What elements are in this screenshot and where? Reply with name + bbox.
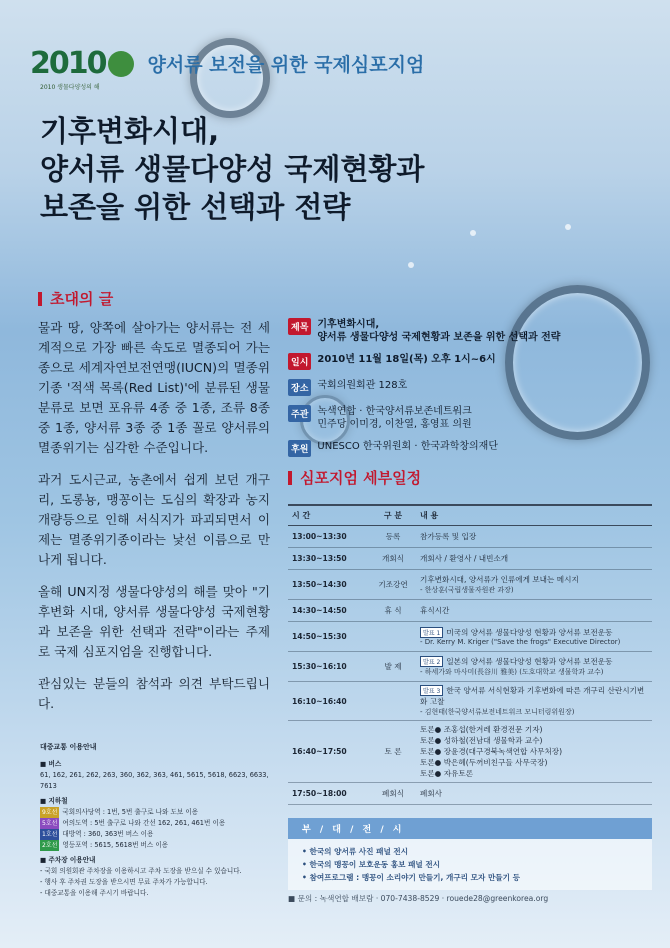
- event-info: [288, 318, 648, 466]
- row-content-text: 미국의 양서류 생물다양성 현황과 양서류 보전운동: [446, 628, 613, 637]
- heading-bar-icon: [288, 471, 292, 485]
- info-row-title: [288, 318, 648, 344]
- info-value: [317, 405, 471, 431]
- subway-line: [40, 807, 270, 818]
- invite-paragraph: 올해 UN지정 생물다양성의 해를 맞아 "기후변화 시대, 양서류 생물다양성 국제현황과 보존을 위한 선택과 전략"이라는 주제로 국제 심포지엄을 진행합니다.: [38, 584, 270, 659]
- subway-line: [40, 818, 270, 829]
- info-value: [317, 318, 560, 344]
- info-row-place: [288, 379, 648, 396]
- talk-badge: 발표 2: [420, 656, 443, 667]
- invite-heading-label: 초대의 글: [50, 290, 114, 308]
- row-time: 16:10~16:40: [288, 682, 370, 721]
- transport-title: 대중교통 이용안내: [40, 743, 97, 751]
- discussant: 토론● 성하철(전남대 생물학과 교수): [420, 736, 543, 745]
- parking-note-text: 행사 후 주차권 도장을 받으시면 무료 주차가 가능합니다.: [44, 878, 208, 886]
- subway-line: [40, 829, 270, 840]
- row-content: [416, 570, 652, 600]
- row-note: - 한상훈(국립생물자원관 과장): [420, 586, 514, 594]
- row-category: 발 제: [370, 652, 416, 682]
- table-header-row: [288, 505, 652, 526]
- table-row: [288, 783, 652, 805]
- parking-note-text: 대중교통을 이용해 주시기 바랍니다.: [44, 889, 149, 897]
- info-line: 양서류 생물다양성 국제현황과 보존을 위한 선택과 전략: [317, 332, 561, 343]
- row-time: 16:40~17:50: [288, 721, 370, 783]
- row-content-text: 일본의 양서류 생물다양성 현황과 양서류 보전운동: [446, 657, 613, 666]
- parking-title: ■ 주차장 이용안내: [40, 856, 96, 864]
- info-line: 2010년 11월 18일(목) 오후 1시~6시: [317, 354, 496, 365]
- contact-info: ■ 문의 : 녹색연합 배보람 · 070-7438-8529 · rouede28@greenkorea.org: [288, 894, 549, 903]
- talk-badge: 발표 1: [420, 627, 443, 638]
- main-title-line: 보존을 위한 선택과 전략: [40, 190, 351, 224]
- side-events: [288, 818, 652, 890]
- bubble-decoration: [470, 230, 476, 236]
- info-tag: 제목: [288, 318, 311, 335]
- info-line: 기후변화시대,: [317, 319, 380, 330]
- subway-line-badge: 5호선: [42, 820, 58, 827]
- table-row: [288, 570, 652, 600]
- row-category: 폐회식: [370, 783, 416, 805]
- table-row: [288, 526, 652, 548]
- subway-title-label: 지하철: [48, 797, 68, 805]
- invite-heading: [38, 288, 113, 309]
- info-row-host: [288, 405, 648, 431]
- bubble-decoration: [565, 224, 571, 230]
- main-title: [40, 112, 520, 226]
- info-line: 녹색연합 · 한국양서류보존네트워크: [317, 406, 472, 417]
- row-content: [416, 721, 652, 783]
- info-line: UNESCO 한국위원회 · 한국과학창의재단: [317, 441, 499, 452]
- table-row: [288, 548, 652, 570]
- row-category: 기조강연: [370, 570, 416, 600]
- discussant: 토론● 조홍섭(한겨레 환경전문 기자): [420, 725, 543, 734]
- bus-title-label: 버스: [48, 760, 62, 768]
- info-row-date: [288, 353, 648, 370]
- logo-subtitle: 2010 생물다양성의 해: [40, 84, 100, 91]
- info-line: 국회의원회관 128호: [317, 380, 408, 391]
- subway-line-text: 영등포역 : 5615, 5618번 버스 이용: [62, 841, 169, 849]
- row-content: 참가등록 및 입장: [416, 526, 652, 548]
- subway-line: [40, 840, 270, 851]
- info-tag: 주관: [288, 405, 311, 422]
- discussant: 토론● 박은혜(두꺼비친구들 사무국장): [420, 758, 548, 767]
- schedule-heading-label: 심포지엄 세부일정: [300, 469, 422, 487]
- main-title-line: 기후변화시대,: [40, 114, 220, 148]
- logo-year: 2010: [30, 46, 106, 81]
- info-tag: 일시: [288, 353, 311, 370]
- parking-note: - 국회 의원회관 주차장을 이용하시고 주차 도장을 받으실 수 있습니다.: [40, 867, 242, 875]
- invite-paragraph: 물과 땅, 양쪽에 살아가는 양서류는 전 세계적으로 가장 빠른 속도로 멸종되어 가는 종으로 세계자연보전연맹(IUCN)의 멸종위기종 '적색 목록(Red List)'에 분류된 생물분류로 보면 포유류 4종 중 1종, 조류 8종 중 1종, 양서류 3종 중 1종 꼴로 양서류의 멸종위기는 심각한 수준입니다.: [38, 320, 270, 455]
- bubble-decoration: [408, 262, 414, 268]
- table-row: [288, 682, 652, 721]
- row-content: [416, 652, 652, 682]
- heading-bar-icon: [38, 292, 42, 306]
- row-note: - 김현태(한국양서류보전네트워크 모니터링위원장): [420, 708, 575, 716]
- subway-title: ■ 지하철: [40, 797, 68, 805]
- info-tag: 장소: [288, 379, 311, 396]
- subway-line-badge: 1호선: [42, 831, 58, 838]
- tree-logo-icon: [108, 51, 134, 77]
- list-item: • 참여프로그램 : 맹꽁이 소리야기 만들기, 개구리 모자 만들기 등: [302, 873, 520, 882]
- row-content: [416, 622, 652, 652]
- main-title-line: 양서류 생물다양성 국제현황과: [40, 152, 425, 186]
- row-time: 13:50~14:30: [288, 570, 370, 600]
- parking-note: - 대중교통을 이용해 주시기 바랍니다.: [40, 889, 149, 897]
- row-content: 휴식시간: [416, 600, 652, 622]
- schedule-table: [288, 504, 652, 805]
- row-content-text: 한국 양서류 서식현황과 기후변화에 따른 개구리 산란시기변화 고찰: [420, 686, 645, 706]
- parking-title-label: 주차장 이용안내: [48, 856, 96, 864]
- discussant: 토론● 장윤경(대구경북녹색연합 사무처장): [420, 747, 563, 756]
- parking-note-text: 국회 의원회관 주차장을 이용하시고 주차 도장을 받으실 수 있습니다.: [44, 867, 242, 875]
- table-row: [288, 652, 652, 682]
- row-time: 13:30~13:50: [288, 548, 370, 570]
- table-row: [288, 600, 652, 622]
- bus-title: ■ 버스: [40, 760, 62, 768]
- info-value: [317, 353, 495, 366]
- invite-paragraph: 관심있는 분들의 참석과 의견 부탁드립니다.: [38, 676, 270, 711]
- subway-line-text: 여의도역 : 5번 출구로 나와 간선 162, 261, 461번 이용: [62, 819, 226, 827]
- list-item: • 한국의 양서류 사진 패널 전시: [302, 847, 409, 856]
- transport-info: [40, 742, 270, 899]
- info-row-sponsor: [288, 440, 648, 457]
- subway-line-text: 대방역 : 360, 363번 버스 이용: [62, 830, 154, 838]
- row-content-text: 기후변화시대, 양서류가 인류에게 보내는 메시지: [420, 575, 579, 584]
- column-header: 시 간: [288, 505, 370, 526]
- schedule-heading: [288, 467, 421, 488]
- row-content: 폐회사: [416, 783, 652, 805]
- symposium-title: 양서류 보전을 위한 국제심포지엄: [147, 54, 425, 76]
- row-category: 토 론: [370, 721, 416, 783]
- row-time: 15:30~16:10: [288, 652, 370, 682]
- row-category: [370, 622, 416, 652]
- subway-line-text: 국회의사당역 : 1번, 5번 출구로 나와 도보 이용: [62, 808, 199, 816]
- info-value: [317, 440, 498, 453]
- parking-note: - 행사 후 주차권 도장을 받으시면 무료 주차가 가능합니다.: [40, 878, 208, 886]
- table-row: [288, 622, 652, 652]
- row-note: - 하세가와 마사미(長谷川 雅美) (도호대학교 생물학과 교수): [420, 668, 604, 676]
- list-item: • 한국의 맹꽁이 보호운동 홍보 패널 전시: [302, 860, 441, 869]
- side-events-heading: 부 / 대 / 전 / 시: [288, 818, 652, 839]
- row-category: 개회식: [370, 548, 416, 570]
- subway-line-badge: 9호선: [42, 809, 58, 816]
- invite-paragraph: 과거 도시근교, 농촌에서 쉽게 보던 개구리, 도롱뇽, 맹꽁이는 도심의 확장과 농지개량등으로 인해 서식지가 파괴되면서 이제는 멸종위기종이라는 낯선 이름으로 만나게 됩니다.: [38, 472, 270, 567]
- info-tag: 후원: [288, 440, 311, 457]
- table-row: [288, 721, 652, 783]
- discussant: 토론● 자유토론: [420, 769, 474, 778]
- invite-text: [38, 318, 270, 726]
- column-header: 구 분: [370, 505, 416, 526]
- side-events-list: [288, 839, 652, 890]
- talk-badge: 발표 3: [420, 685, 443, 696]
- column-header: 내 용: [416, 505, 652, 526]
- info-line: 민주당 이미경, 이찬열, 홍영표 의원: [317, 419, 472, 430]
- row-category: [370, 682, 416, 721]
- row-category: 휴 식: [370, 600, 416, 622]
- row-category: 등록: [370, 526, 416, 548]
- info-value: [317, 379, 407, 392]
- header: [30, 46, 425, 91]
- row-content: 개회사 / 환영사 / 내빈소개: [416, 548, 652, 570]
- bus-list: 61, 162, 261, 262, 263, 360, 362, 363, 461, 5615, 5618, 6623, 6633, 7613: [40, 771, 269, 790]
- row-content: [416, 682, 652, 721]
- subway-line-badge: 2호선: [42, 842, 58, 849]
- row-time: 14:30~14:50: [288, 600, 370, 622]
- row-time: 17:50~18:00: [288, 783, 370, 805]
- row-time: 14:50~15:30: [288, 622, 370, 652]
- row-time: 13:00~13:30: [288, 526, 370, 548]
- row-note: - Dr. Kerry M. Kriger ("Save the frogs" Executive Director): [420, 638, 621, 646]
